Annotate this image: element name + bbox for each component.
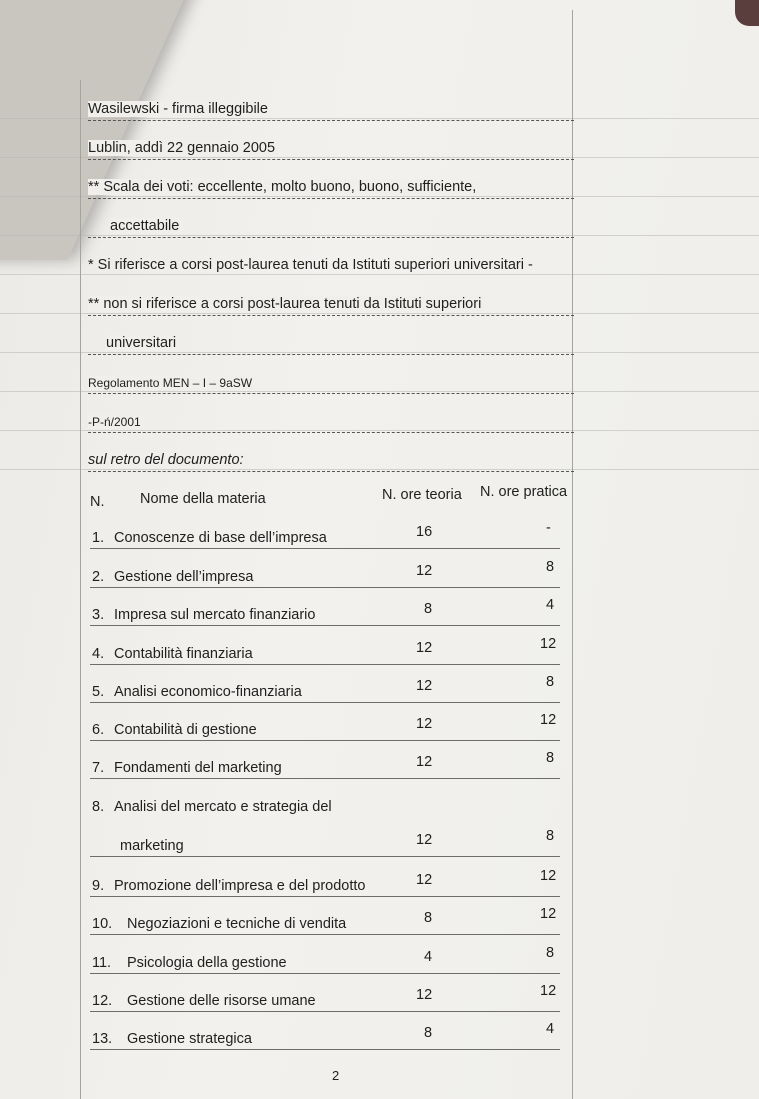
practice-hours: 8 — [546, 559, 555, 575]
practice-hours: 8 — [546, 750, 555, 766]
grade-scale-line-2 — [88, 213, 574, 238]
practice-hours: - — [546, 520, 551, 536]
row-underline — [90, 625, 560, 626]
subject-name: Analisi economico-finanziaria — [114, 684, 302, 700]
col-header-theory-hours: N. ore teoria — [382, 487, 462, 503]
theory-hours: 12 — [416, 987, 433, 1003]
practice-hours: 8 — [546, 828, 555, 844]
row-number: 13. — [92, 1031, 113, 1047]
regulation-cont-text: -P-ń/2001 — [88, 415, 145, 429]
subject-name: Psicologia della gestione — [127, 955, 287, 971]
signature-line — [88, 96, 574, 121]
row-underline — [90, 587, 560, 588]
practice-hours: 4 — [546, 597, 555, 613]
theory-hours: 12 — [416, 716, 433, 732]
theory-hours: 12 — [416, 872, 433, 888]
row-number: 1. — [92, 530, 105, 546]
theory-hours: 8 — [424, 1025, 433, 1041]
signature-text: Wasilewski - firma illeggibile — [88, 101, 272, 117]
row-number: 5. — [92, 684, 105, 700]
subject-name: Fondamenti del marketing — [114, 760, 282, 776]
row-number: 6. — [92, 722, 105, 738]
footnote-line-2 — [88, 291, 574, 316]
back-of-document-text: sul retro del documento: — [88, 452, 248, 468]
theory-hours: 8 — [424, 910, 433, 926]
row-underline — [90, 856, 560, 857]
footnote-2-text: ** non si riferisce a corsi post-laurea tenuti da Istituti superiori — [88, 296, 485, 312]
footnote-line-1 — [88, 252, 574, 276]
practice-hours: 8 — [546, 674, 555, 690]
row-underline — [90, 548, 560, 549]
subject-name: Gestione delle risorse umane — [127, 993, 316, 1009]
regulation-line-2 — [88, 408, 574, 433]
theory-hours: 8 — [424, 601, 433, 617]
theory-hours: 12 — [416, 832, 433, 848]
place-date-text: Lublin, addì 22 gennaio 2005 — [88, 140, 279, 156]
practice-hours: 12 — [540, 712, 557, 728]
date-line — [88, 135, 574, 160]
row-number: 2. — [92, 569, 105, 585]
practice-hours: 8 — [546, 945, 555, 961]
subject-name: Analisi del mercato e strategia del — [114, 799, 332, 815]
subject-name: Gestione dell’impresa — [114, 569, 254, 585]
row-number: 4. — [92, 646, 105, 662]
row-number: 9. — [92, 878, 105, 894]
subject-name: Negoziazioni e tecniche di vendita — [127, 916, 347, 932]
back-of-document-line — [88, 447, 574, 472]
row-underline — [90, 973, 560, 974]
practice-hours: 12 — [540, 868, 557, 884]
subject-name: Conoscenze di base dell’impresa — [114, 530, 327, 546]
row-underline — [90, 740, 560, 741]
row-underline — [90, 664, 560, 665]
regulation-line — [88, 369, 574, 394]
row-underline — [90, 896, 560, 897]
theory-hours: 12 — [416, 678, 433, 694]
theory-hours: 16 — [416, 524, 433, 540]
row-number: 10. — [92, 916, 113, 932]
row-number: 12. — [92, 993, 113, 1009]
row-number: 11. — [92, 955, 112, 971]
grade-scale-text: ** Scala dei voti: eccellente, molto buono, buono, sufficiente, — [88, 179, 480, 195]
row-underline — [90, 1011, 560, 1012]
row-number: 3. — [92, 607, 105, 623]
theory-hours: 4 — [424, 949, 433, 965]
subject-name: Promozione dell’impresa e del prodotto — [114, 878, 366, 894]
footnote-2-cont-text: universitari — [106, 335, 180, 351]
col-header-subject: Nome della materia — [140, 491, 266, 507]
row-underline — [90, 934, 560, 935]
margin-line — [80, 80, 81, 1099]
subject-name: Impresa sul mercato finanziario — [114, 607, 316, 623]
subject-name-continued: marketing — [120, 838, 184, 854]
footnote-line-3 — [88, 330, 574, 355]
practice-hours: 12 — [540, 636, 557, 652]
row-underline — [90, 1049, 560, 1050]
row-number: 8. — [92, 799, 105, 815]
practice-hours: 12 — [540, 906, 557, 922]
grade-scale-line — [88, 174, 574, 199]
background-corner — [735, 0, 759, 26]
grade-scale-cont-text: accettabile — [110, 218, 183, 234]
page-number: 2 — [332, 1068, 340, 1083]
row-underline — [90, 778, 560, 779]
practice-hours: 12 — [540, 983, 557, 999]
subject-name: Contabilità di gestione — [114, 722, 257, 738]
subject-name: Gestione strategica — [127, 1031, 252, 1047]
theory-hours: 12 — [416, 640, 433, 656]
practice-hours: 4 — [546, 1021, 555, 1037]
footnote-1-text: * Si riferisce a corsi post-laurea tenuti da Istituti superiori universitari - — [88, 257, 533, 273]
col-header-number: N. — [90, 494, 105, 510]
col-header-practice-hours: N. ore pratica — [480, 484, 568, 500]
row-underline — [90, 702, 560, 703]
row-number: 7. — [92, 760, 105, 776]
theory-hours: 12 — [416, 754, 433, 770]
subject-name: Contabilità finanziaria — [114, 646, 253, 662]
theory-hours: 12 — [416, 563, 433, 579]
regulation-text: Regolamento MEN – I – 9aSW — [88, 376, 256, 390]
